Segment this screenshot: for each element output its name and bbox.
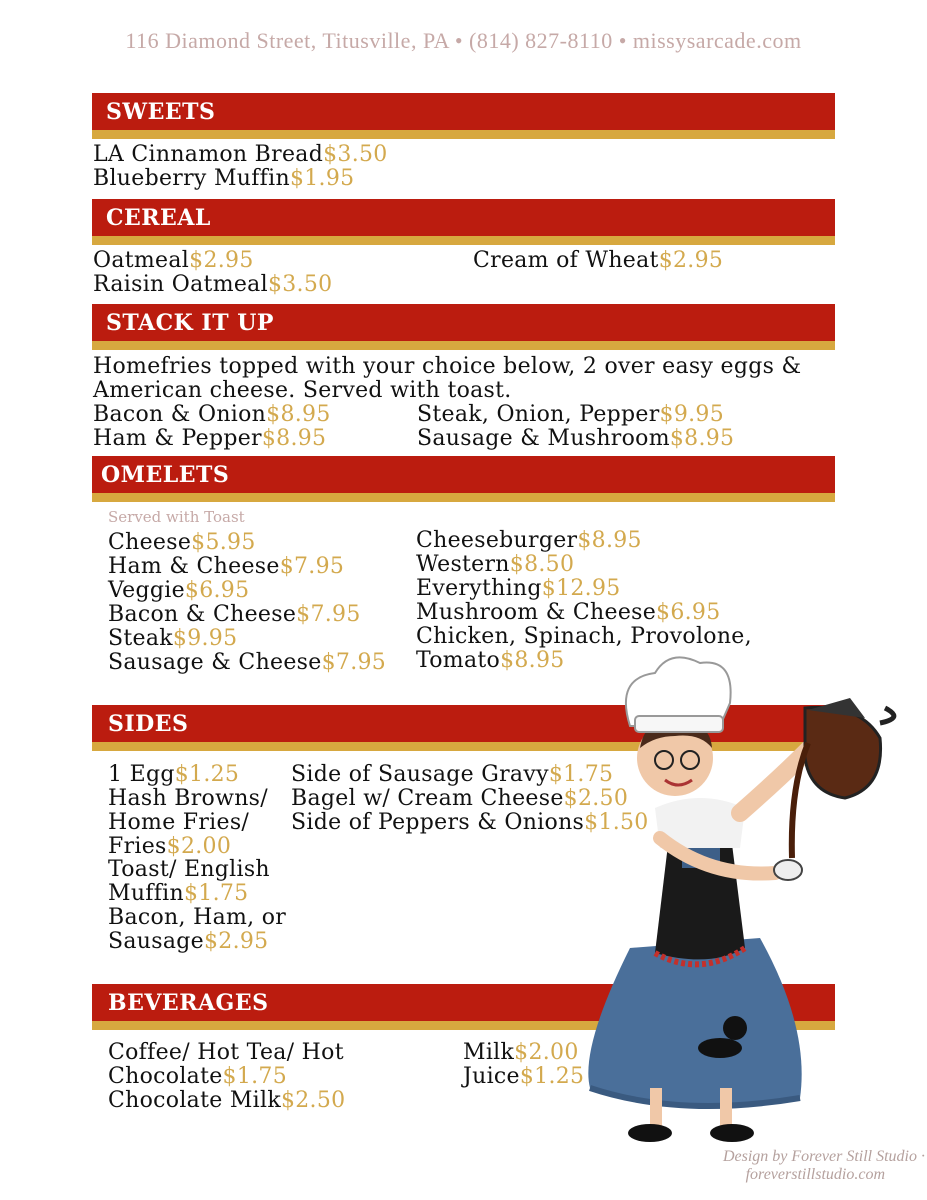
- menu-item: Oatmeal$2.95: [93, 248, 254, 273]
- section-header-cereal: [92, 199, 835, 247]
- menu-item: Coffee/ Hot Tea/ Hot: [108, 1040, 344, 1065]
- menu-item: Bacon, Ham, or: [108, 905, 287, 930]
- price: $1.50: [584, 810, 649, 835]
- menu-item-continued: Home Fries/: [108, 810, 250, 835]
- price: $8.95: [261, 426, 327, 451]
- price: $7.95: [279, 554, 345, 579]
- menu-item: LA Cinnamon Bread$3.50: [93, 142, 388, 167]
- price: $9.95: [659, 402, 725, 427]
- menu-item: Bacon & Cheese$7.95: [108, 602, 361, 627]
- section-description: Homefries topped with your choice below, 2 over easy eggs &: [93, 354, 802, 379]
- section-title: SWEETS: [106, 99, 216, 125]
- price: $7.95: [321, 650, 387, 675]
- menu-item: Bagel w/ Cream Cheese$2.50: [291, 786, 629, 811]
- menu-item: Steak, Onion, Pepper$9.95: [417, 402, 725, 427]
- menu-item: Cheeseburger$8.95: [416, 528, 642, 553]
- price: $2.50: [280, 1088, 346, 1113]
- price: $2.50: [563, 786, 629, 811]
- price: $1.95: [289, 166, 355, 191]
- menu-item: Toast/ English: [108, 857, 270, 882]
- price: $8.95: [500, 648, 565, 673]
- menu-item: Hash Browns/: [108, 786, 268, 811]
- menu-item: Steak$9.95: [108, 626, 238, 651]
- section-title: OMELETS: [101, 462, 230, 488]
- price: $1.25: [174, 762, 240, 787]
- menu-item: Cheese$5.95: [108, 530, 256, 555]
- price: $2.00: [514, 1040, 579, 1065]
- price: $1.75: [548, 762, 614, 787]
- menu-item: Cream of Wheat$2.95: [473, 248, 724, 273]
- menu-item: 1 Egg$1.25: [108, 762, 240, 787]
- menu-item: Blueberry Muffin$1.95: [93, 166, 355, 191]
- menu-item: Ham & Cheese$7.95: [108, 554, 345, 579]
- price: $2.00: [166, 834, 232, 859]
- design-credit: [625, 1148, 925, 1184]
- menu-item-continued: Fries$2.00: [108, 834, 232, 859]
- waitress-pouring-coffee-illustration: [560, 648, 927, 1153]
- price: $3.50: [267, 272, 333, 297]
- section-header-sweets: [92, 93, 835, 141]
- credit-website: foreverstillstudio.com: [745, 1166, 885, 1183]
- section-header-omelets: [92, 456, 835, 504]
- menu-item: Side of Sausage Gravy$1.75: [291, 762, 614, 787]
- section-title: CEREAL: [106, 205, 211, 231]
- menu-item: Sausage & Mushroom$8.95: [417, 426, 735, 451]
- section-title: STACK IT UP: [106, 310, 274, 336]
- menu-item: Chicken, Spinach, Provolone,: [416, 624, 752, 649]
- menu-item: Juice$1.25: [463, 1064, 585, 1089]
- price: $2.95: [189, 248, 254, 273]
- price: $6.95: [184, 578, 250, 603]
- price: $6.95: [656, 600, 721, 625]
- menu-item: Sausage & Cheese$7.95: [108, 650, 387, 675]
- price: $8.50: [509, 552, 575, 577]
- section-note: Served with Toast: [108, 508, 245, 526]
- price: $5.95: [191, 530, 256, 555]
- price: $3.50: [323, 142, 388, 167]
- menu-item: Milk$2.00: [463, 1040, 579, 1065]
- menu-item: Western$8.50: [416, 552, 575, 577]
- menu-item: Raisin Oatmeal$3.50: [93, 272, 333, 297]
- menu-item: Bacon & Onion$8.95: [93, 402, 331, 427]
- price: $2.95: [203, 929, 269, 954]
- menu-item: Ham & Pepper$8.95: [93, 426, 327, 451]
- price: $8.95: [577, 528, 642, 553]
- price: $1.75: [222, 1064, 288, 1089]
- menu-item-continued: Muffin$1.75: [108, 881, 249, 906]
- section-description: American cheese. Served with toast.: [93, 378, 512, 403]
- section-header-stack-it-up: [92, 304, 835, 352]
- price: $1.75: [184, 881, 249, 906]
- menu-item: Chocolate Milk$2.50: [108, 1088, 346, 1113]
- menu-item: Side of Peppers & Onions$1.50: [291, 810, 649, 835]
- price: $9.95: [172, 626, 238, 651]
- menu-item-continued: Tomato$8.95: [416, 648, 565, 673]
- menu-item-continued: Sausage$2.95: [108, 929, 269, 954]
- price: $1.25: [519, 1064, 585, 1089]
- price: $2.95: [658, 248, 724, 273]
- price: $12.95: [541, 576, 621, 601]
- contact-line: 116 Diamond Street, Titusville, PA • (814) 827-8110 • missysarcade.com: [125, 28, 802, 53]
- menu-item: Mushroom & Cheese$6.95: [416, 600, 721, 625]
- price: $8.95: [266, 402, 331, 427]
- menu-item: Everything$12.95: [416, 576, 621, 601]
- section-title: BEVERAGES: [108, 990, 269, 1016]
- menu-item-continued: Chocolate$1.75: [108, 1064, 288, 1089]
- price: $7.95: [296, 602, 361, 627]
- price: $8.95: [669, 426, 735, 451]
- section-title: SIDES: [108, 711, 189, 737]
- menu-item: Veggie$6.95: [108, 578, 250, 603]
- credit-line: Design by Forever Still Studio ·: [722, 1148, 925, 1165]
